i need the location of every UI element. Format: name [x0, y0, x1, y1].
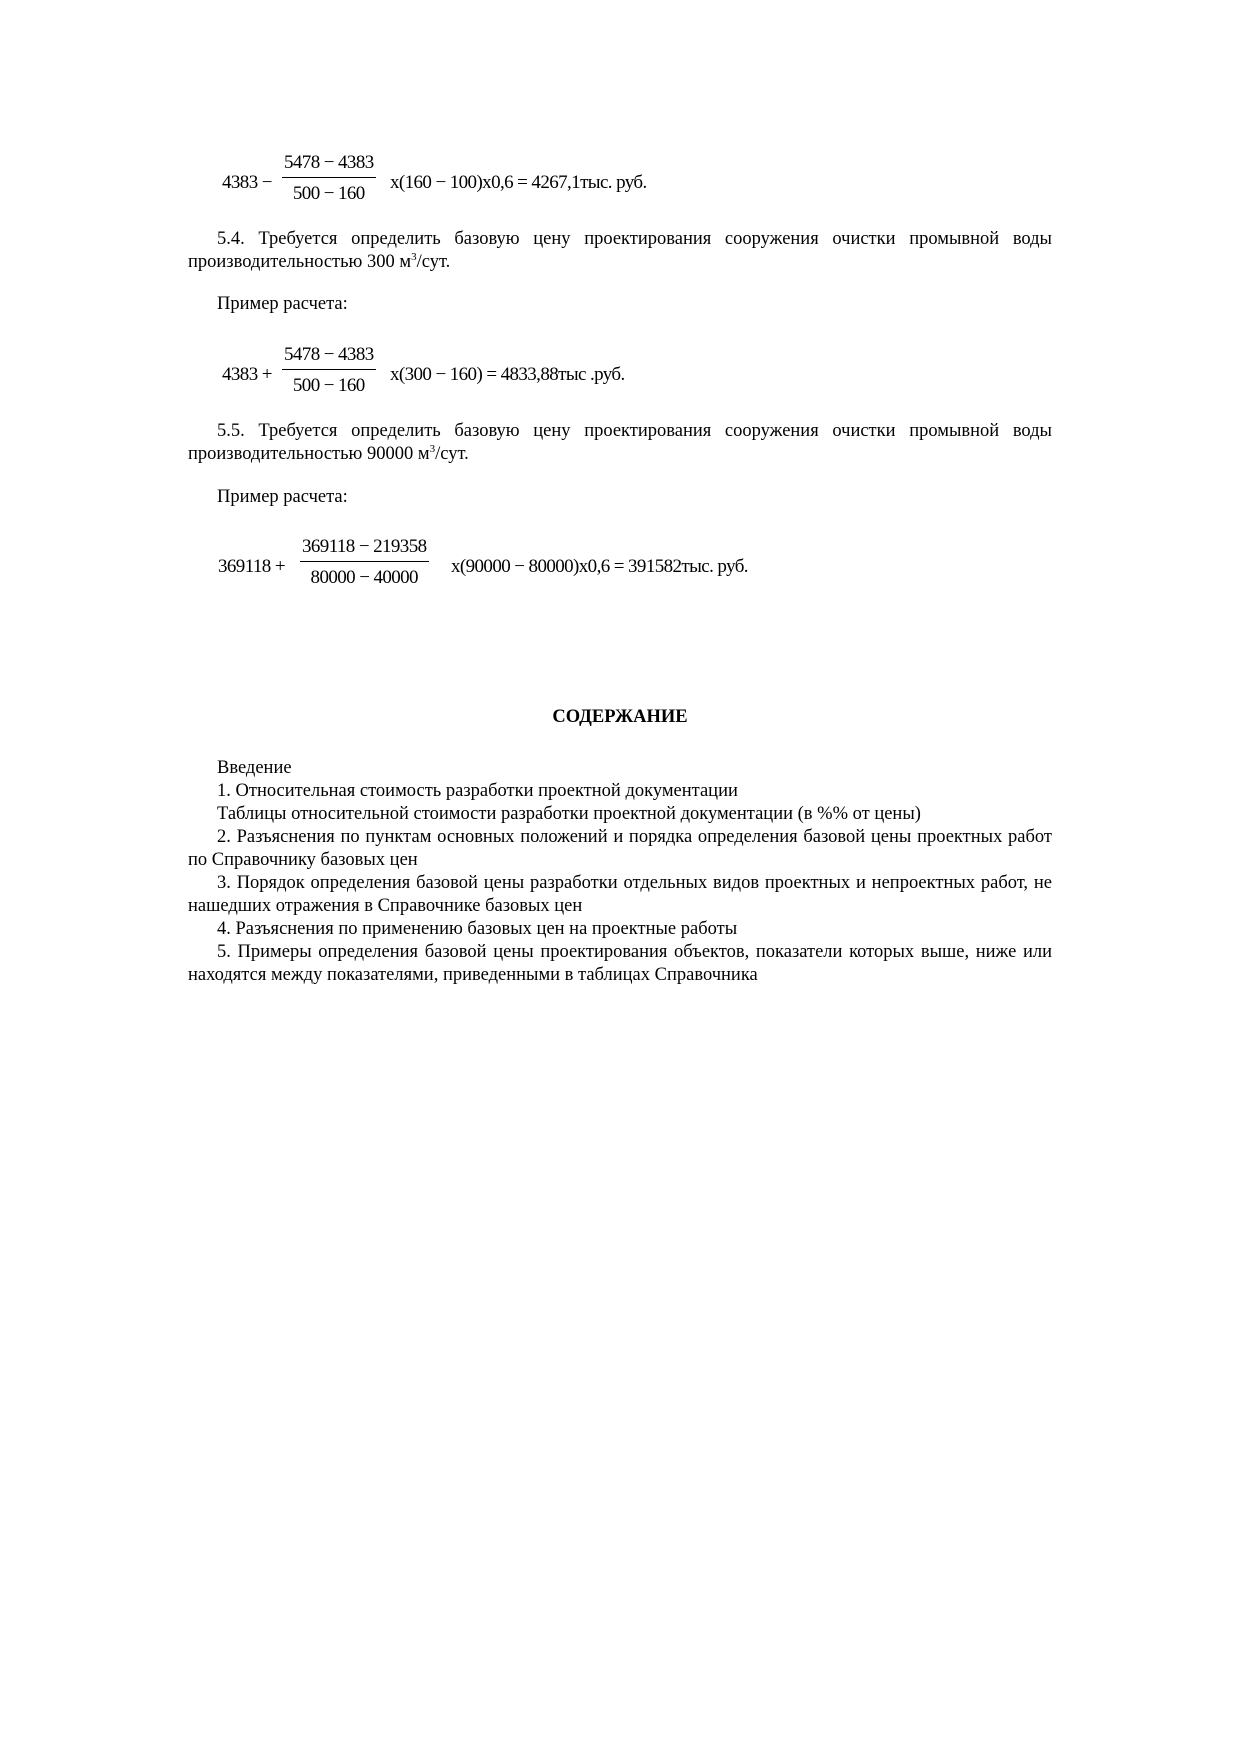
superscript: 3 [429, 443, 436, 455]
formula-fraction [282, 152, 376, 205]
contents-item: 2. Разъяснения по пунктам основных положений и порядка определения базовой цены проектных работ по Справочнику базовых цен [188, 827, 1052, 870]
formula-tail: x(90000 − 80000)x0,6 = 391582тыс. руб. [451, 556, 748, 577]
section-5-4-text [188, 228, 1052, 274]
example-label: Пример расчета: [217, 487, 348, 507]
contents-item: Введение [217, 758, 292, 778]
formula-lead: 369118 + [218, 556, 285, 577]
formula-denominator: 500 − 160 [292, 375, 365, 396]
contents-item: 4. Разъяснения по применению базовых цен на проектные работы [217, 919, 738, 939]
contents-item: 1. Относительная стоимость разработки проектной документации [217, 781, 738, 801]
section-text: 5.4. Требуется определить базовую цену проектирования сооружения очистки промывной воды производительностью 300 м [188, 229, 1052, 272]
formula-numerator: 5478 − 4383 [282, 344, 376, 370]
section-text-tail: /сут. [435, 444, 469, 464]
contents-heading: СОДЕРЖАНИЕ [552, 707, 688, 727]
contents-list [188, 757, 1052, 987]
formula-numerator: 5478 − 4383 [282, 152, 376, 178]
formula-denominator: 500 − 160 [292, 183, 365, 204]
formula-tail: x(160 − 100)x0,6 = 4267,1тыс. руб. [390, 172, 647, 193]
formula-lead: 4383 − [222, 172, 272, 193]
formula-lead: 4383 + [222, 364, 272, 385]
section-5-5-text [188, 420, 1052, 466]
section-text: 5.5. Требуется определить базовую цену проектирования сооружения очистки промывной воды производительностью 90000 м [188, 421, 1052, 464]
formula-fraction [300, 536, 429, 589]
section-text-tail: /сут. [416, 252, 451, 272]
contents-item: 5. Примеры определения базовой цены проектирования объектов, показатели которых выше, ниже или находятся между показателями, приведенными в таблицах Справочника [188, 942, 1052, 985]
formula-fraction [282, 344, 376, 397]
contents-item: 3. Порядок определения базовой цены разработки отдельных видов проектных и непроектных работ, не нашедших отражения в Справочнике базовых цен [188, 873, 1052, 916]
formula-denominator: 80000 − 40000 [310, 567, 418, 588]
formula-tail: x(300 − 160) = 4833,88тыс .руб. [390, 364, 625, 385]
contents-item: Таблицы относительной стоимости разработки проектной документации (в %% от цены) [217, 804, 921, 824]
example-label: Пример расчета: [217, 294, 348, 314]
superscript: 3 [411, 251, 417, 263]
formula-numerator: 369118 − 219358 [300, 536, 429, 562]
